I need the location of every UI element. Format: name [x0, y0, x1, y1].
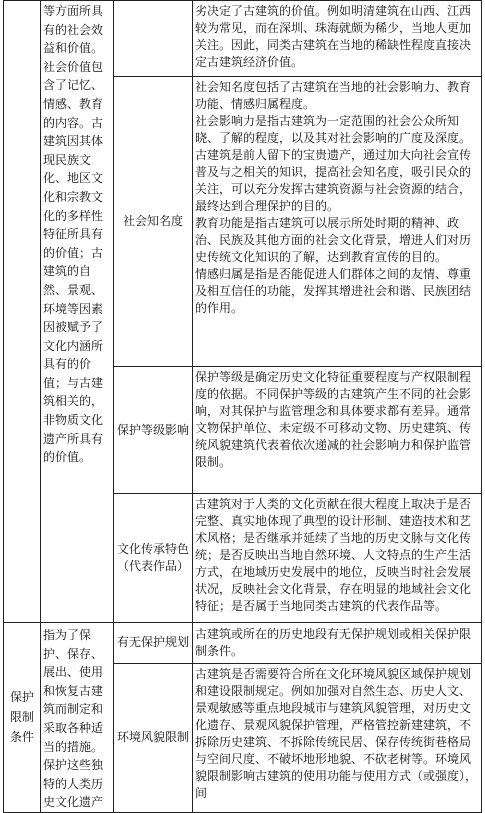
- category-description-social-value: 等方面所具有的社会效益和价值。社会价值包含了记忆、情感、教育的内容。古建筑因其体现民族文化、地区文化和宗教文化的多样性特征所具有的价值；古建筑的自然、景观、环境等因素因被赋予了文化内涵所具有的价值；与古建筑相关的，非物质文化遗产所具有的价值。: [41, 1, 114, 623]
- paragraph: 教育功能是指古建筑可以展示所处时期的精神、政治、民族及其他方面的社会文化背景，增进人们对历史传统文化知识的了解，达到教育宣传的目的。: [195, 216, 472, 264]
- criterion-text-environment-limits: 古建筑是否需要符合所在文化环境风貌区域保护规划和建设限制规定。例如加强对自然生态、历史人文、景观敏感等重点地段城市与建筑风貌管理，对历史文化遗存、景观风貌保护管理，严格管控新建建筑，不拆除历史建筑、不拆除传统民居、保存传统街巷格局与空间尺度、不破坏地形地貌、不砍老树等。环境风貌限制影响古建筑的使用功能与使用方式（或强度），间: [193, 663, 482, 812]
- criterion-text-scarcity: 劣决定了古建筑的价值。例如明清建筑在山西、江西较为常见，而在深圳、珠海就颇为稀少，当地人更加关注。因此，同类古建筑在当地的稀缺性程度直接决定古建筑经济价值。: [193, 1, 482, 77]
- category-description-protection-limits: 指为了保护、保存、展出、使用和恢复古建筑而制定和采取各种适当的措施。保护这些独特的人类历史文化遗产: [41, 623, 114, 813]
- paragraph: 社会影响力是指古建筑为一定范围的社会公众所知晓、了解的程度，以及其对社会影响的广度及深度。古建筑是前人留下的宝贵遗产，通过加大向社会宣传普及与之相关的知识，提高社会知名度，吸引民众的关注，可以充分发挥古建筑资源与社会资源的结合，最终达到合理保护的目的。: [195, 114, 472, 213]
- criterion-text-cultural-heritage: 古建筑对于人类的文化贡献在很大程度上取决于是否完整、真实地体现了典型的设计形制、建造技术和艺术风格；是否继承并延续了当地的历史文脉与文化传统；是否反映出当地自然环境、人文特点的生产生活方式，在地域历史发展中的地位，反映当时社会发展状况，反映社会文化背景，存在明显的地域社会文化特征；是否属于当地同类古建筑的代表作品等。: [193, 494, 482, 623]
- criterion-name-cultural-heritage: 文化传承特色（代表作品）: [114, 494, 193, 623]
- criterion-name-social-fame: 社会知名度: [114, 77, 193, 367]
- criterion-text-protection-level: 保护等级是确定历史文化特征重要程度与产权限制程度的依据。不同保护等级的古建筑产生不同的社会影响，对其保护与监管理念和具体要求都有差异。通常文物保护单位、未定级不可移动文物、历史建筑、传统风貌建筑代表着依次递减的社会影响力和保护监管限制。: [193, 367, 482, 494]
- criterion-name-environment-limits: 环境风貌限制: [114, 663, 193, 812]
- criterion-name-protection-plan: 有无保护规划: [114, 623, 193, 664]
- criterion-name-protection-level: 保护等级影响: [114, 367, 193, 494]
- evaluation-table: [3, 0, 482, 813]
- criterion-text-social-fame: [193, 77, 482, 367]
- category-cell-social-value: [4, 1, 41, 623]
- paragraph: 社会知名度包括了古建筑在当地的社会影响力、教育功能、情感归属程度。: [195, 80, 472, 111]
- criterion-text-protection-plan: 古建筑或所在的历史地段有无保护规划或相关保护限制条件。: [193, 623, 482, 664]
- criterion-name-empty: [114, 1, 193, 77]
- category-cell-protection-limits: 保护限制条件: [4, 623, 41, 813]
- paragraph: 情感归属是指是否能促进人们群体之间的友情、尊重及相互信任的功能，发挥其增进社会和谐、民族团结的作用。: [195, 267, 472, 315]
